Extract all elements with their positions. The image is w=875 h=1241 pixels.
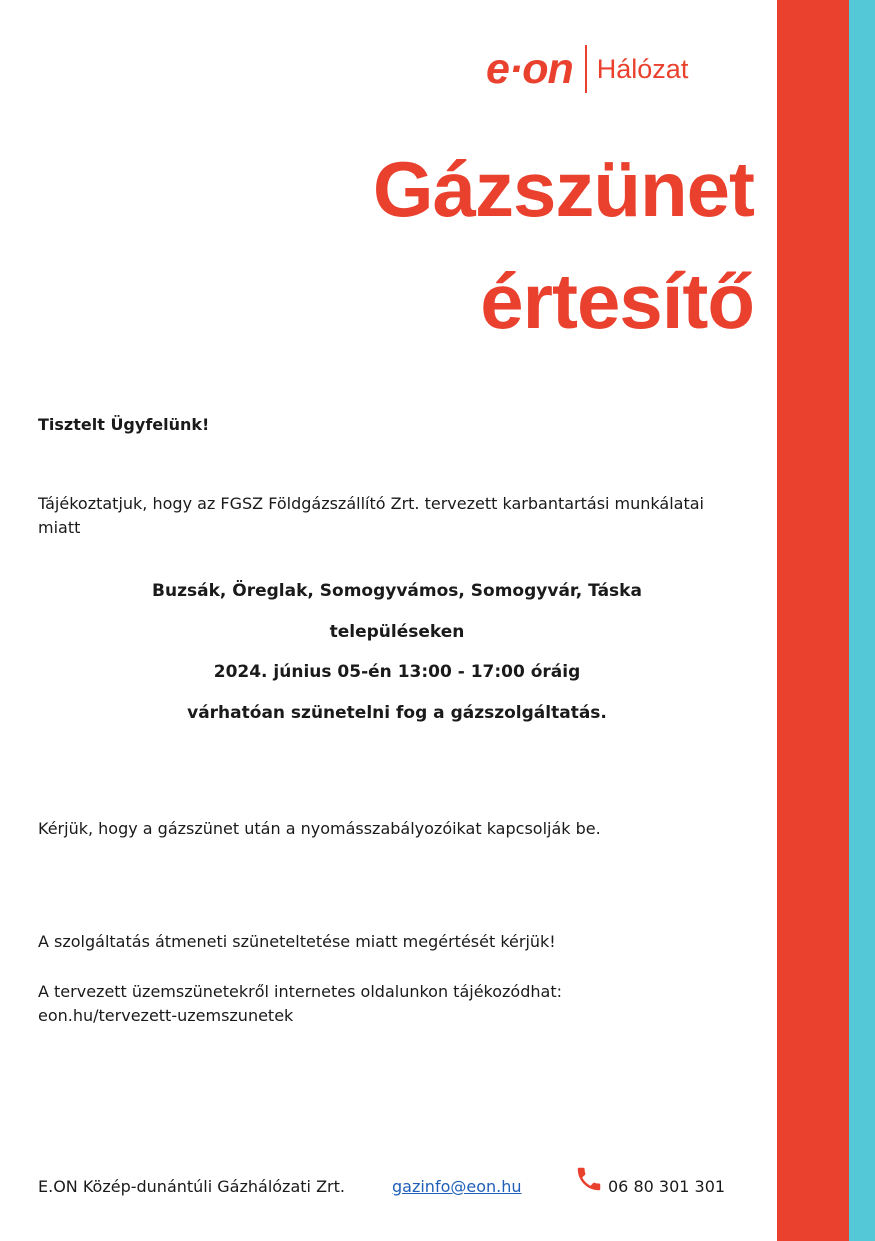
request-text: Kérjük, hogy a gázszünet után a nyomásszabályozóikat kapcsolják be. <box>38 819 601 838</box>
logo-subtitle: Hálózat <box>596 53 689 84</box>
info-url[interactable]: eon.hu/tervezett-uzemszunetek <box>38 1006 294 1025</box>
decorative-red-stripe <box>777 0 849 1241</box>
logo-wordmark: e·on <box>486 44 573 93</box>
footer-phone-number: 06 80 301 301 <box>608 1177 726 1196</box>
intro-line-2: miatt <box>38 518 81 537</box>
info-text: A tervezett üzemszünetekről internetes oldalunkon tájékozódhat: <box>38 982 562 1001</box>
page-title-line1: Gázszünet <box>372 145 754 233</box>
decorative-cyan-stripe <box>849 0 875 1241</box>
locations-suffix: településeken <box>329 622 465 642</box>
greeting: Tisztelt Ügyfelünk! <box>38 415 210 434</box>
locations: Buzsák, Öreglak, Somogyvámos, Somogyvár, Táska <box>152 581 642 601</box>
outage-notice: várhatóan szünetelni fog a gázszolgáltatás. <box>187 703 607 723</box>
outage-datetime: 2024. június 05-én 13:00 - 17:00 óráig <box>213 662 581 682</box>
page-title-line2: értesítő <box>480 257 754 345</box>
intro-line-1: Tájékoztatjuk, hogy az FGSZ Földgázszállító Zrt. tervezett karbantartási munkálatai <box>38 494 704 513</box>
phone-icon <box>574 1164 604 1194</box>
footer-company: E.ON Közép-dunántúli Gázhálózati Zrt. <box>38 1177 345 1196</box>
eon-logo <box>486 44 688 94</box>
apology-text: A szolgáltatás átmeneti szüneteltetése miatt megértését kérjük! <box>38 932 556 951</box>
footer-email-link[interactable]: gazinfo@eon.hu <box>392 1177 522 1196</box>
logo-divider <box>585 45 587 93</box>
